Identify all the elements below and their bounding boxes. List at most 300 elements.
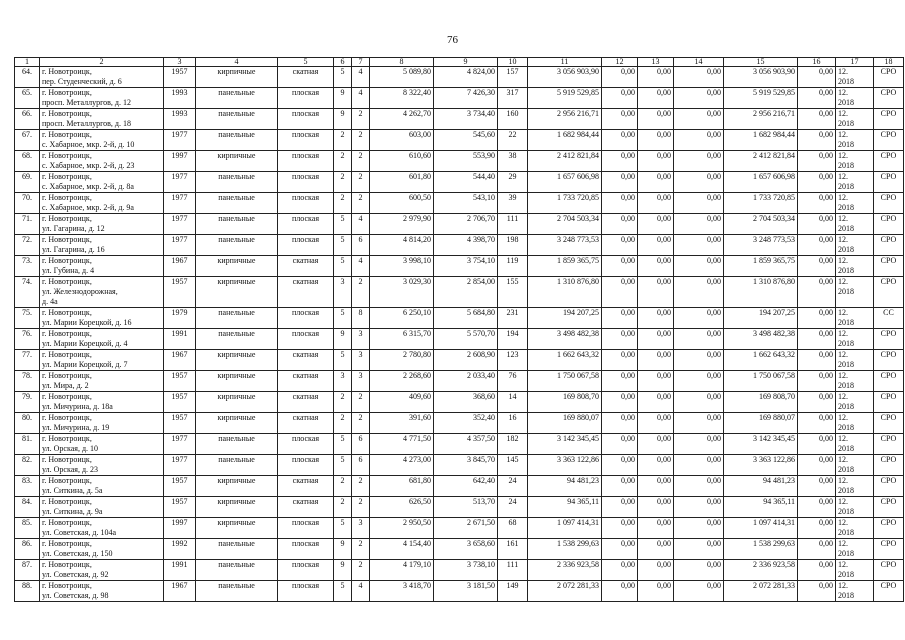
total-area-cell: 600,50 xyxy=(370,193,434,214)
floors-cell: 5 xyxy=(334,256,352,277)
living-area-cell: 2 671,50 xyxy=(434,518,498,539)
floors-cell: 3 xyxy=(334,371,352,392)
entrances-cell: 2 xyxy=(352,130,370,151)
table-row xyxy=(15,308,904,329)
living-area-cell: 3 754,10 xyxy=(434,256,498,277)
cost-col-13-cell: 0,00 xyxy=(638,277,674,308)
cost-col-15-cell: 3 498 482,38 xyxy=(724,329,798,350)
floors-cell: 5 xyxy=(334,67,352,88)
completion-date-cell xyxy=(836,172,874,193)
cost-col-12-cell: 0,00 xyxy=(602,88,638,109)
entrances-cell: 4 xyxy=(352,256,370,277)
residents-cell: 182 xyxy=(498,434,528,455)
total-cost-cell: 94 481,23 xyxy=(528,476,602,497)
cost-col-12-cell: 0,00 xyxy=(602,455,638,476)
build-year-cell: 1993 xyxy=(164,88,196,109)
address-cell xyxy=(40,371,164,392)
cost-col-16-cell: 0,00 xyxy=(798,434,836,455)
address-cell xyxy=(40,413,164,434)
completion-date-line: 12. xyxy=(838,581,848,590)
page-number: 76 xyxy=(447,34,458,46)
total-area-cell: 4 273,00 xyxy=(370,455,434,476)
cost-col-12-cell: 0,00 xyxy=(602,277,638,308)
total-cost-cell: 1 657 606,98 xyxy=(528,172,602,193)
entrances-cell: 2 xyxy=(352,392,370,413)
address-line: г. Новотроицк, xyxy=(42,256,92,265)
fund-type-cell: СРО xyxy=(874,329,904,350)
total-cost-cell: 169 808,70 xyxy=(528,392,602,413)
residents-cell: 38 xyxy=(498,151,528,172)
floors-cell: 9 xyxy=(334,560,352,581)
row-number-cell: 67. xyxy=(15,130,40,151)
total-cost-cell: 2 072 281,33 xyxy=(528,581,602,602)
cost-col-16-cell: 0,00 xyxy=(798,256,836,277)
completion-date-line: 12. xyxy=(838,277,848,286)
completion-date-line: 12. xyxy=(838,371,848,380)
completion-date-line: 12. xyxy=(838,434,848,443)
total-area-cell: 603,00 xyxy=(370,130,434,151)
residents-cell: 16 xyxy=(498,413,528,434)
cost-col-14-cell: 0,00 xyxy=(674,256,724,277)
cost-col-13-cell: 0,00 xyxy=(638,193,674,214)
cost-col-15-cell: 1 310 876,80 xyxy=(724,277,798,308)
completion-date-cell xyxy=(836,308,874,329)
entrances-cell: 2 xyxy=(352,193,370,214)
floors-cell: 9 xyxy=(334,109,352,130)
residents-cell: 111 xyxy=(498,560,528,581)
cost-col-13-cell: 0,00 xyxy=(638,235,674,256)
cost-col-14-cell: 0,00 xyxy=(674,235,724,256)
residents-cell: 161 xyxy=(498,539,528,560)
fund-type-cell: СРО xyxy=(874,130,904,151)
wall-material-cell: панельные xyxy=(196,172,278,193)
cost-col-15-cell: 1 750 067,58 xyxy=(724,371,798,392)
column-number: 3 xyxy=(164,58,196,67)
completion-date-line: 2018 xyxy=(838,224,854,233)
table-row xyxy=(15,560,904,581)
residents-cell: 145 xyxy=(498,455,528,476)
cost-col-16-cell: 0,00 xyxy=(798,151,836,172)
cost-col-14-cell: 0,00 xyxy=(674,539,724,560)
address-cell xyxy=(40,581,164,602)
cost-col-14-cell: 0,00 xyxy=(674,413,724,434)
address-line: г. Новотроицк, xyxy=(42,214,92,223)
cost-col-16-cell: 0,00 xyxy=(798,88,836,109)
cost-col-12-cell: 0,00 xyxy=(602,434,638,455)
total-area-cell: 6 315,70 xyxy=(370,329,434,350)
address-line: г. Новотроицк, xyxy=(42,476,92,485)
floors-cell: 3 xyxy=(334,277,352,308)
roof-type-cell: скатная xyxy=(278,392,334,413)
total-area-cell: 409,60 xyxy=(370,392,434,413)
cost-col-16-cell: 0,00 xyxy=(798,392,836,413)
residents-cell: 123 xyxy=(498,350,528,371)
table-row xyxy=(15,371,904,392)
living-area-cell: 553,90 xyxy=(434,151,498,172)
fund-type-cell: СС xyxy=(874,308,904,329)
cost-col-15-cell: 1 538 299,63 xyxy=(724,539,798,560)
completion-date-cell xyxy=(836,455,874,476)
fund-type-cell: СРО xyxy=(874,235,904,256)
fund-type-cell: СРО xyxy=(874,214,904,235)
living-area-cell: 3 734,40 xyxy=(434,109,498,130)
completion-date-line: 12. xyxy=(838,413,848,422)
residents-cell: 160 xyxy=(498,109,528,130)
table-row xyxy=(15,497,904,518)
table-row xyxy=(15,476,904,497)
cost-col-12-cell: 0,00 xyxy=(602,497,638,518)
cost-col-12-cell: 0,00 xyxy=(602,67,638,88)
cost-col-12-cell: 0,00 xyxy=(602,581,638,602)
cost-col-16-cell: 0,00 xyxy=(798,277,836,308)
build-year-cell: 1957 xyxy=(164,476,196,497)
build-year-cell: 1997 xyxy=(164,151,196,172)
total-area-cell: 681,80 xyxy=(370,476,434,497)
cost-col-12-cell: 0,00 xyxy=(602,308,638,329)
living-area-cell: 3 658,60 xyxy=(434,539,498,560)
cost-col-15-cell: 5 919 529,85 xyxy=(724,88,798,109)
completion-date-line: 12. xyxy=(838,256,848,265)
cost-col-15-cell: 1 859 365,75 xyxy=(724,256,798,277)
cost-col-15-cell: 3 056 903,90 xyxy=(724,67,798,88)
wall-material-cell: кирпичные xyxy=(196,392,278,413)
cost-col-14-cell: 0,00 xyxy=(674,172,724,193)
cost-col-16-cell: 0,00 xyxy=(798,235,836,256)
address-cell xyxy=(40,560,164,581)
row-number-cell: 68. xyxy=(15,151,40,172)
wall-material-cell: кирпичные xyxy=(196,371,278,392)
roof-type-cell: скатная xyxy=(278,67,334,88)
column-number: 13 xyxy=(638,58,674,67)
fund-type-cell: СРО xyxy=(874,371,904,392)
completion-date-line: 12. xyxy=(838,308,848,317)
table-row xyxy=(15,518,904,539)
total-cost-cell: 2 956 216,71 xyxy=(528,109,602,130)
total-area-cell: 4 771,50 xyxy=(370,434,434,455)
floors-cell: 5 xyxy=(334,308,352,329)
completion-date-cell xyxy=(836,476,874,497)
address-cell xyxy=(40,130,164,151)
cost-col-14-cell: 0,00 xyxy=(674,329,724,350)
row-number-cell: 76. xyxy=(15,329,40,350)
entrances-cell: 3 xyxy=(352,518,370,539)
address-cell xyxy=(40,476,164,497)
entrances-cell: 2 xyxy=(352,172,370,193)
completion-date-line: 12. xyxy=(838,235,848,244)
completion-date-cell xyxy=(836,539,874,560)
total-cost-cell: 194 207,25 xyxy=(528,308,602,329)
completion-date-line: 12. xyxy=(838,476,848,485)
cost-col-15-cell: 169 880,07 xyxy=(724,413,798,434)
roof-type-cell: плоская xyxy=(278,518,334,539)
column-number: 16 xyxy=(798,58,836,67)
column-number: 11 xyxy=(528,58,602,67)
residents-cell: 149 xyxy=(498,581,528,602)
cost-col-14-cell: 0,00 xyxy=(674,88,724,109)
row-number-cell: 77. xyxy=(15,350,40,371)
total-area-cell: 3 418,70 xyxy=(370,581,434,602)
completion-date-cell xyxy=(836,350,874,371)
total-area-cell: 3 029,30 xyxy=(370,277,434,308)
entrances-cell: 2 xyxy=(352,277,370,308)
living-area-cell: 545,60 xyxy=(434,130,498,151)
residents-cell: 157 xyxy=(498,67,528,88)
completion-date-line: 12. xyxy=(838,560,848,569)
total-area-cell: 5 089,80 xyxy=(370,67,434,88)
address-cell xyxy=(40,392,164,413)
row-number-cell: 73. xyxy=(15,256,40,277)
address-line: г. Новотроицк, xyxy=(42,329,92,338)
completion-date-cell xyxy=(836,434,874,455)
residents-cell: 317 xyxy=(498,88,528,109)
living-area-cell: 4 357,50 xyxy=(434,434,498,455)
roof-type-cell: плоская xyxy=(278,308,334,329)
cost-col-13-cell: 0,00 xyxy=(638,88,674,109)
completion-date-line: 12. xyxy=(838,392,848,401)
cost-col-15-cell: 169 808,70 xyxy=(724,392,798,413)
column-number: 1 xyxy=(15,58,40,67)
table-row xyxy=(15,277,904,308)
cost-col-15-cell: 2 704 503,34 xyxy=(724,214,798,235)
fund-type-cell: СРО xyxy=(874,67,904,88)
column-number: 8 xyxy=(370,58,434,67)
total-area-cell: 4 154,40 xyxy=(370,539,434,560)
cost-col-16-cell: 0,00 xyxy=(798,539,836,560)
address-cell xyxy=(40,455,164,476)
completion-date-line: 2018 xyxy=(838,486,854,495)
row-number-cell: 87. xyxy=(15,560,40,581)
completion-date-line: 2018 xyxy=(838,182,854,191)
cost-col-12-cell: 0,00 xyxy=(602,130,638,151)
cost-col-12-cell: 0,00 xyxy=(602,560,638,581)
cost-col-16-cell: 0,00 xyxy=(798,413,836,434)
total-cost-cell: 1 097 414,31 xyxy=(528,518,602,539)
column-number: 7 xyxy=(352,58,370,67)
fund-type-cell: СРО xyxy=(874,350,904,371)
cost-col-13-cell: 0,00 xyxy=(638,413,674,434)
row-number-cell: 85. xyxy=(15,518,40,539)
roof-type-cell: скатная xyxy=(278,413,334,434)
address-cell xyxy=(40,518,164,539)
build-year-cell: 1967 xyxy=(164,256,196,277)
roof-type-cell: скатная xyxy=(278,476,334,497)
roof-type-cell: скатная xyxy=(278,256,334,277)
address-line: с. Хабарное, мкр. 2-й, д. 23 xyxy=(42,161,135,170)
row-number-cell: 84. xyxy=(15,497,40,518)
column-number: 6 xyxy=(334,58,352,67)
completion-date-cell xyxy=(836,151,874,172)
roof-type-cell: плоская xyxy=(278,109,334,130)
table-row xyxy=(15,329,904,350)
row-number-cell: 66. xyxy=(15,109,40,130)
entrances-cell: 3 xyxy=(352,350,370,371)
cost-col-13-cell: 0,00 xyxy=(638,434,674,455)
fund-type-cell: СРО xyxy=(874,256,904,277)
entrances-cell: 2 xyxy=(352,539,370,560)
total-area-cell: 391,60 xyxy=(370,413,434,434)
residents-cell: 194 xyxy=(498,329,528,350)
cost-col-14-cell: 0,00 xyxy=(674,497,724,518)
row-number-cell: 79. xyxy=(15,392,40,413)
cost-col-13-cell: 0,00 xyxy=(638,560,674,581)
living-area-cell: 5 570,70 xyxy=(434,329,498,350)
roof-type-cell: плоская xyxy=(278,172,334,193)
address-line: ул. Марии Корецкой, д. 4 xyxy=(42,339,128,348)
table-row xyxy=(15,109,904,130)
cost-col-15-cell: 94 481,23 xyxy=(724,476,798,497)
address-cell xyxy=(40,109,164,130)
completion-date-line: 2018 xyxy=(838,318,854,327)
living-area-cell: 543,10 xyxy=(434,193,498,214)
fund-type-cell: СРО xyxy=(874,172,904,193)
fund-type-cell: СРО xyxy=(874,455,904,476)
residents-cell: 76 xyxy=(498,371,528,392)
cost-col-16-cell: 0,00 xyxy=(798,455,836,476)
cost-col-12-cell: 0,00 xyxy=(602,518,638,539)
entrances-cell: 2 xyxy=(352,413,370,434)
build-year-cell: 1977 xyxy=(164,455,196,476)
living-area-cell: 4 824,00 xyxy=(434,67,498,88)
completion-date-line: 2018 xyxy=(838,98,854,107)
living-area-cell: 544,40 xyxy=(434,172,498,193)
address-line: ул. Ситкина, д. 5а xyxy=(42,486,103,495)
residents-cell: 198 xyxy=(498,235,528,256)
address-line: г. Новотроицк, xyxy=(42,130,92,139)
completion-date-line: 2018 xyxy=(838,444,854,453)
completion-date-cell xyxy=(836,518,874,539)
cost-col-12-cell: 0,00 xyxy=(602,329,638,350)
fund-type-cell: СРО xyxy=(874,151,904,172)
column-number: 10 xyxy=(498,58,528,67)
address-line: ул. Железнодорожная, xyxy=(42,287,118,296)
roof-type-cell: плоская xyxy=(278,455,334,476)
total-cost-cell: 94 365,11 xyxy=(528,497,602,518)
cost-col-14-cell: 0,00 xyxy=(674,371,724,392)
completion-date-cell xyxy=(836,392,874,413)
cost-col-16-cell: 0,00 xyxy=(798,518,836,539)
cost-col-15-cell: 2 336 923,58 xyxy=(724,560,798,581)
column-number: 4 xyxy=(196,58,278,67)
completion-date-line: 2018 xyxy=(838,266,854,275)
table-row xyxy=(15,151,904,172)
cost-col-12-cell: 0,00 xyxy=(602,256,638,277)
build-year-cell: 1977 xyxy=(164,214,196,235)
column-number: 12 xyxy=(602,58,638,67)
roof-type-cell: плоская xyxy=(278,193,334,214)
cost-col-12-cell: 0,00 xyxy=(602,235,638,256)
cost-col-13-cell: 0,00 xyxy=(638,392,674,413)
completion-date-line: 12. xyxy=(838,172,848,181)
total-cost-cell: 1 310 876,80 xyxy=(528,277,602,308)
cost-col-16-cell: 0,00 xyxy=(798,476,836,497)
address-line: г. Новотроицк, xyxy=(42,560,92,569)
residents-cell: 14 xyxy=(498,392,528,413)
wall-material-cell: панельные xyxy=(196,308,278,329)
floors-cell: 5 xyxy=(334,518,352,539)
row-number-cell: 80. xyxy=(15,413,40,434)
address-line: г. Новотроицк, xyxy=(42,455,92,464)
cost-col-15-cell: 1 097 414,31 xyxy=(724,518,798,539)
address-line: ул. Ситкина, д. 9а xyxy=(42,507,103,516)
address-line: г. Новотроицк, xyxy=(42,350,92,359)
cost-col-12-cell: 0,00 xyxy=(602,476,638,497)
cost-col-13-cell: 0,00 xyxy=(638,130,674,151)
column-number: 5 xyxy=(278,58,334,67)
cost-col-16-cell: 0,00 xyxy=(798,193,836,214)
cost-col-12-cell: 0,00 xyxy=(602,413,638,434)
cost-col-12-cell: 0,00 xyxy=(602,539,638,560)
wall-material-cell: кирпичные xyxy=(196,413,278,434)
fund-type-cell: СРО xyxy=(874,193,904,214)
completion-date-line: 2018 xyxy=(838,423,854,432)
cost-col-15-cell: 3 363 122,86 xyxy=(724,455,798,476)
completion-date-cell xyxy=(836,277,874,308)
completion-date-line: 12. xyxy=(838,455,848,464)
address-cell xyxy=(40,235,164,256)
cost-col-16-cell: 0,00 xyxy=(798,214,836,235)
total-area-cell: 2 268,60 xyxy=(370,371,434,392)
completion-date-line: 12. xyxy=(838,497,848,506)
cost-col-16-cell: 0,00 xyxy=(798,581,836,602)
completion-date-line: 12. xyxy=(838,329,848,338)
build-year-cell: 1993 xyxy=(164,109,196,130)
cost-col-16-cell: 0,00 xyxy=(798,109,836,130)
roof-type-cell: плоская xyxy=(278,235,334,256)
total-cost-cell: 3 056 903,90 xyxy=(528,67,602,88)
cost-col-13-cell: 0,00 xyxy=(638,455,674,476)
entrances-cell: 2 xyxy=(352,497,370,518)
wall-material-cell: кирпичные xyxy=(196,518,278,539)
table-row xyxy=(15,413,904,434)
cost-col-15-cell: 2 412 821,84 xyxy=(724,151,798,172)
wall-material-cell: панельные xyxy=(196,539,278,560)
wall-material-cell: кирпичные xyxy=(196,277,278,308)
total-cost-cell: 5 919 529,85 xyxy=(528,88,602,109)
cost-col-13-cell: 0,00 xyxy=(638,308,674,329)
fund-type-cell: СРО xyxy=(874,581,904,602)
completion-date-line: 2018 xyxy=(838,245,854,254)
column-number: 17 xyxy=(836,58,874,67)
row-number-cell: 83. xyxy=(15,476,40,497)
completion-date-line: 2018 xyxy=(838,161,854,170)
residents-cell: 119 xyxy=(498,256,528,277)
cost-col-15-cell: 3 248 773,53 xyxy=(724,235,798,256)
cost-col-13-cell: 0,00 xyxy=(638,109,674,130)
address-cell xyxy=(40,434,164,455)
wall-material-cell: панельные xyxy=(196,581,278,602)
address-line: г. Новотроицк, xyxy=(42,235,92,244)
cost-col-14-cell: 0,00 xyxy=(674,581,724,602)
wall-material-cell: кирпичные xyxy=(196,350,278,371)
completion-date-cell xyxy=(836,214,874,235)
entrances-cell: 8 xyxy=(352,308,370,329)
wall-material-cell: панельные xyxy=(196,235,278,256)
cost-col-14-cell: 0,00 xyxy=(674,151,724,172)
cost-col-15-cell: 2 956 216,71 xyxy=(724,109,798,130)
cost-col-13-cell: 0,00 xyxy=(638,151,674,172)
completion-date-line: 12. xyxy=(838,151,848,160)
address-line: г. Новотроицк, xyxy=(42,308,92,317)
residents-cell: 24 xyxy=(498,497,528,518)
address-cell xyxy=(40,308,164,329)
table-row xyxy=(15,392,904,413)
entrances-cell: 4 xyxy=(352,67,370,88)
living-area-cell: 2 854,00 xyxy=(434,277,498,308)
cost-col-12-cell: 0,00 xyxy=(602,392,638,413)
address-line: г. Новотроицк, xyxy=(42,413,92,422)
cost-col-15-cell: 1 662 643,32 xyxy=(724,350,798,371)
residents-cell: 155 xyxy=(498,277,528,308)
